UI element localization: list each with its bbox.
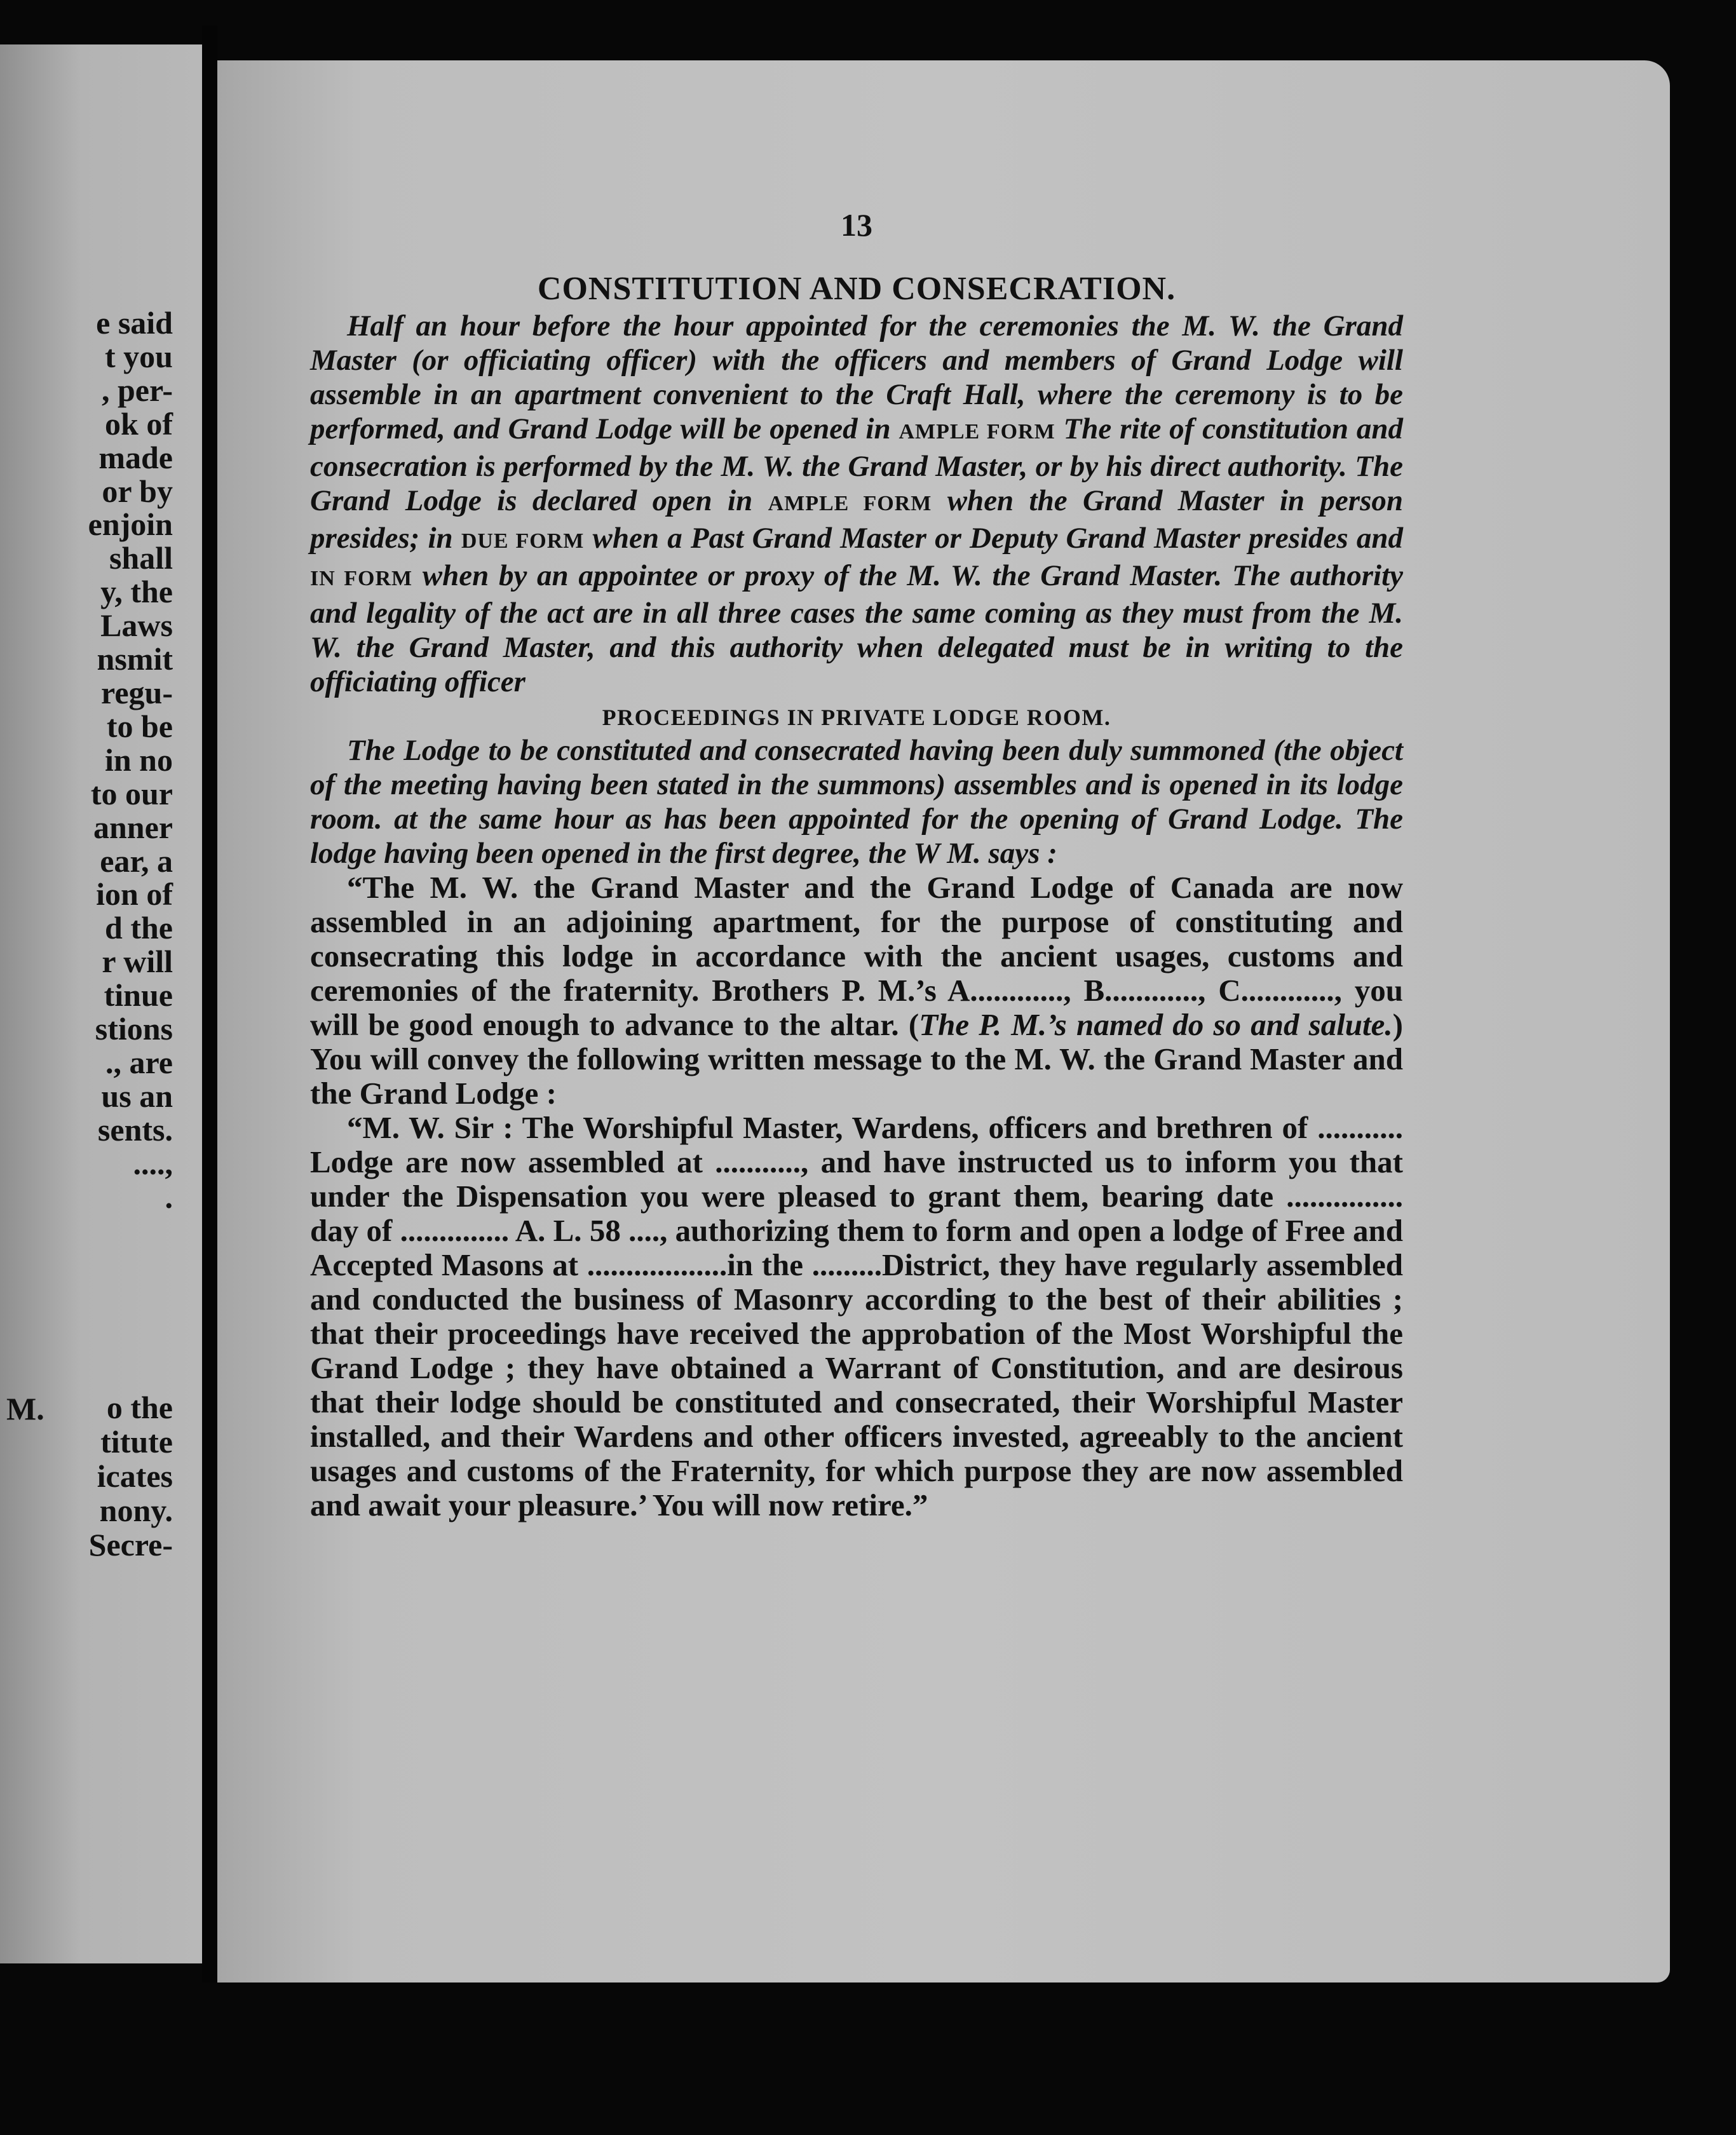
left-page-bottom-line: nony.: [99, 1493, 173, 1528]
left-page-line: to our: [90, 775, 173, 811]
chapter-heading: CONSTITUTION AND CONSECRATION.: [537, 271, 1176, 307]
proceedings-text: The Lodge to be constituted and consecrated having been duly summoned (the object of the meeting having been stated in the summons) assembles and is opened in its lodge room. at the same hour as has been appointed for the opening of Grand Lodge. The lodge having been opened in the first degree, the W M. says :: [310, 734, 1403, 870]
intro-paragraph: [310, 309, 1403, 699]
intro-text-1: Half an hour before the hour appointed for the ceremonies the M. W. the Grand Master (or officiating officer) with the officers and members of Grand Lodge will assemble in an apartment convenient to the Craft Hall, where the ceremony is to be performed, and Grand Lodge will be opened in: [310, 309, 1403, 445]
left-page-letter: M.: [6, 1391, 44, 1427]
intro-text-3: when the Grand Master in person presides; in: [310, 484, 1403, 555]
left-page-line: regu-: [101, 674, 173, 710]
page-content: [310, 207, 1403, 1522]
left-page-line: ion of: [96, 876, 173, 912]
left-page-line: ok of: [105, 405, 173, 442]
left-page-line: y, the: [100, 574, 173, 610]
left-page-bottom-line: icates: [97, 1458, 173, 1494]
left-page-line: in no: [104, 742, 173, 778]
left-page-bottom-line: o the: [106, 1390, 173, 1425]
left-page-line: to be: [106, 708, 173, 744]
left-page-bottom-text: [8, 1390, 173, 1562]
speech1-stage-direction: The P. M.’s named do so and salute.: [919, 1007, 1393, 1042]
left-page-line: r will: [102, 944, 173, 980]
left-page-line: us an: [101, 1078, 173, 1114]
left-page-line: ., are: [105, 1044, 173, 1080]
section-subheading: PROCEEDINGS IN PRIVATE LODGE ROOM.: [602, 705, 1111, 730]
left-page-line: ....,: [133, 1145, 173, 1181]
intro-text-4: when a Past Grand Master or Deputy Grand Master presides and: [584, 522, 1403, 555]
book-gutter: [202, 25, 217, 1982]
left-page-line: d the: [105, 910, 173, 946]
page-number: 13: [841, 207, 872, 243]
left-page-line: Laws: [100, 607, 173, 644]
in-form-label: IN FORM: [310, 567, 413, 590]
proceedings-paragraph: [310, 733, 1403, 871]
left-page-line: shall: [109, 540, 173, 576]
left-page-fragment: [0, 44, 202, 1963]
left-page-line: or by: [102, 473, 173, 509]
speech-paragraph-1: [310, 871, 1403, 1111]
left-page-line: tinue: [104, 977, 173, 1013]
ample-form-label-1: AMPLE FORM: [899, 420, 1055, 444]
left-page-line: anner: [93, 809, 173, 845]
left-page-line: ear, a: [100, 843, 173, 879]
ample-form-label-2: AMPLE FORM: [768, 492, 932, 515]
left-page-line: nsmit: [97, 641, 173, 677]
left-page-bottom-line: Secre-: [88, 1527, 173, 1562]
left-page-line: enjoin: [88, 506, 173, 543]
left-page-line: sents.: [97, 1111, 173, 1148]
left-page-line: stions: [95, 1011, 173, 1047]
intro-text-5: when by an appointee or proxy of the M. W. the Grand Master. The authority and legality of the act are in all three cases the same coming as they must from the M. W. the Grand Master, and this authority when delegated must be in writing to the officiating officer: [310, 559, 1403, 698]
left-page-line: made: [98, 439, 173, 475]
due-form-label: DUE FORM: [461, 529, 585, 553]
left-page-line: e said: [96, 305, 173, 341]
main-page: [217, 60, 1670, 1982]
speech2-text: “M. W. Sir : The Worshipful Master, Wardens, officers and brethren of ........... Lodge are now assembled at ..........., and have instructed us to inform you that under the Dispensation you were pleased to grant them, bearing date ............... day of .............. A. L. 58 ...., authorizing them to form and open a lodge of Free and Accepted Masons at ..................in the .........District, they have regularly assembled and conducted the business of Masonry according to the best of their abilities ; that their proceedings have received the approbation of the Most Worshipful the Grand Lodge ; they have obtained a Warrant of Constitution, and are desirous that their lodge should be constituted and consecrated, their Worshipful Master installed, and their Wardens and other officers invested, agreeably to the ancient usages and customs of the Fraternity, for which purpose they are now assembled and await your pleasure.’ You will now retire.”: [310, 1110, 1403, 1522]
left-page-text: [8, 306, 173, 1214]
speech1-text-a: “The M. W. the Grand Master and the Grand Lodge of Canada are now assembled in an adjoining apartment, for the purpose of constituting and consecrating this lodge in accordance with the ancient usages, customs and ceremonies of the fraternity. Brothers P. M.’s A............, B............, C............, you will be good enough to advance to the altar. (: [310, 870, 1403, 1042]
left-page-line: t you: [105, 338, 173, 374]
left-page-line: , per-: [102, 372, 173, 408]
speech1-text-b: ) You will convey the following written message to the M. W. the Grand Master and the Grand Lodge :: [310, 1007, 1403, 1111]
left-page-line: .: [165, 1179, 173, 1215]
speech-paragraph-2: [310, 1111, 1403, 1522]
intro-text-2: The rite of constitution and consecration is performed by the M. W. the Grand Master, or by his direct authority. The Grand Lodge is declared open in: [310, 412, 1403, 517]
left-page-bottom-line: titute: [100, 1424, 173, 1460]
